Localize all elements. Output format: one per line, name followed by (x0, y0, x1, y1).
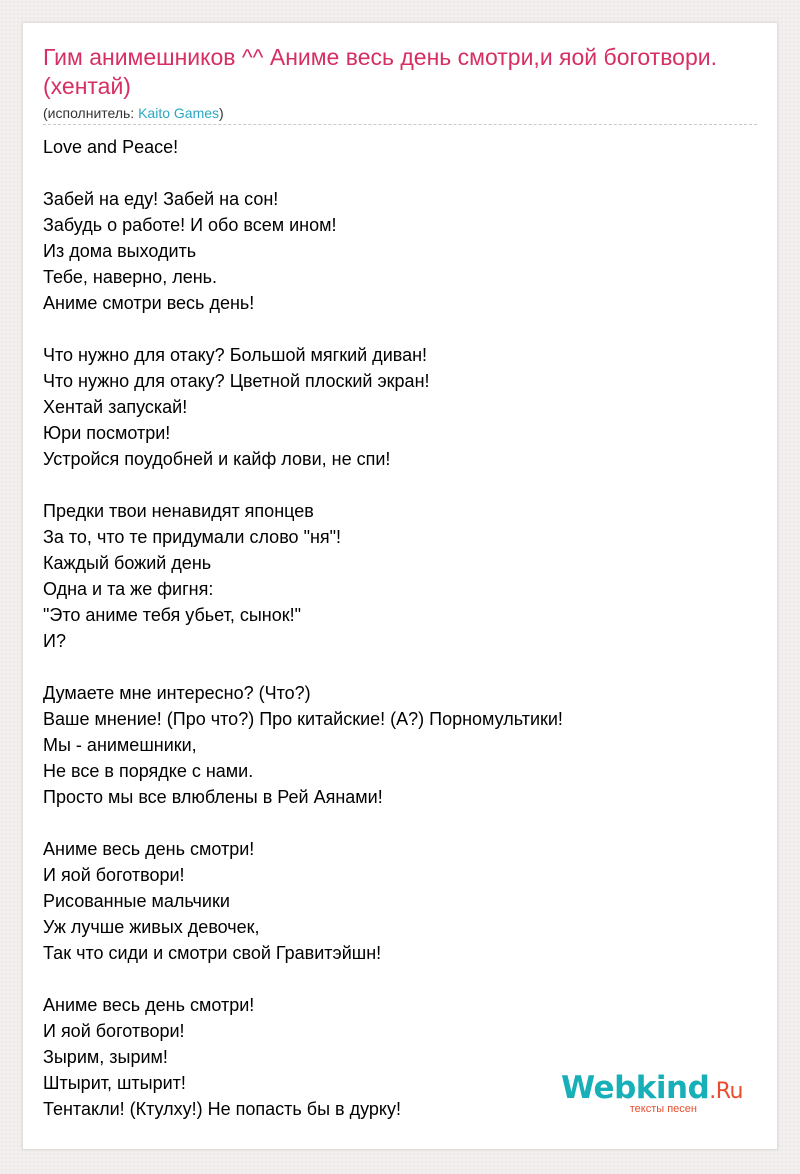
lyric-line: Тентакли! (Ктулху!) Не попасть бы в дурку! (43, 1099, 402, 1119)
lyric-line: "Это аниме тебя убьет, сынок!" (43, 605, 301, 625)
lyric-line: Предки твои ненавидят японцев (43, 501, 314, 521)
lyric-line: Думаете мне интересно? (Что?) (43, 683, 311, 703)
lyrics-body (43, 134, 757, 1122)
lyric-line: Аниме весь день смотри! (43, 839, 255, 859)
lyrics-card (22, 22, 778, 1150)
song-title: Гим анимешников ^^ Аниме весь день смотри,и яой боготвори.(хентай) (43, 44, 717, 99)
lyric-line: Уж лучше живых девочек, (43, 917, 260, 937)
stanza-gap (43, 966, 757, 992)
stanza-gap (43, 472, 757, 498)
lyric-line: Каждый божий день (43, 553, 212, 573)
lyric-line: Штырит, штырит! (43, 1073, 186, 1093)
artist-suffix: ) (219, 105, 224, 121)
lyric-line: И яой боготвори! (43, 1021, 185, 1041)
lyric-line: Устройся поудобней и кайф лови, не спи! (43, 449, 391, 469)
lyric-line: Что нужно для отаку? Цветной плоский экран! (43, 371, 430, 391)
artist-prefix: (исполнитель: (43, 105, 139, 121)
artist-line (43, 104, 224, 122)
lyric-line: За то, что те придумали слово "ня"! (43, 527, 342, 547)
lyric-line: Просто мы все влюблены в Рей Аянами! (43, 787, 383, 807)
logo-tagline: тексты песен (629, 1103, 697, 1115)
lyric-line: Love and Peace! (43, 137, 179, 157)
lyric-line: Что нужно для отаку? Большой мягкий диван! (43, 345, 428, 365)
lyric-line: И? (43, 631, 66, 651)
stanza-gap (43, 654, 757, 680)
lyric-line: Одна и та же фигня: (43, 579, 214, 599)
title-divider (43, 124, 757, 125)
stanza-gap (43, 160, 757, 186)
webkind-logo (553, 1069, 743, 1121)
artist-link[interactable]: Kaito Games (138, 105, 220, 121)
lyric-line: Аниме весь день смотри! (43, 995, 255, 1015)
lyric-line: Забудь о работе! И обо всем ином! (43, 215, 337, 235)
lyric-line: Рисованные мальчики (43, 891, 230, 911)
lyric-line: Не все в порядке с нами. (43, 761, 254, 781)
logo-word: Webkind (560, 1070, 710, 1106)
logo-ext: .Ru (709, 1079, 743, 1104)
lyric-line: Хентай запускай! (43, 397, 188, 417)
stanza-gap (43, 316, 757, 342)
lyric-line: Так что сиди и смотри свой Гравитэйшн! (43, 943, 382, 963)
lyric-line: И яой боготвори! (43, 865, 185, 885)
lyric-line: Аниме смотри весь день! (43, 293, 255, 313)
lyric-line: Забей на еду! Забей на сон! (43, 189, 279, 209)
stanza-gap (43, 810, 757, 836)
lyric-line: Ваше мнение! (Про что?) Про китайские! (А?) Порномультики! (43, 709, 563, 729)
lyric-line: Мы - анимешники, (43, 735, 197, 755)
lyric-line: Зырим, зырим! (43, 1047, 168, 1067)
lyric-line: Тебе, наверно, лень. (43, 267, 218, 287)
lyric-line: Юри посмотри! (43, 423, 171, 443)
lyric-line: Из дома выходить (43, 241, 197, 261)
